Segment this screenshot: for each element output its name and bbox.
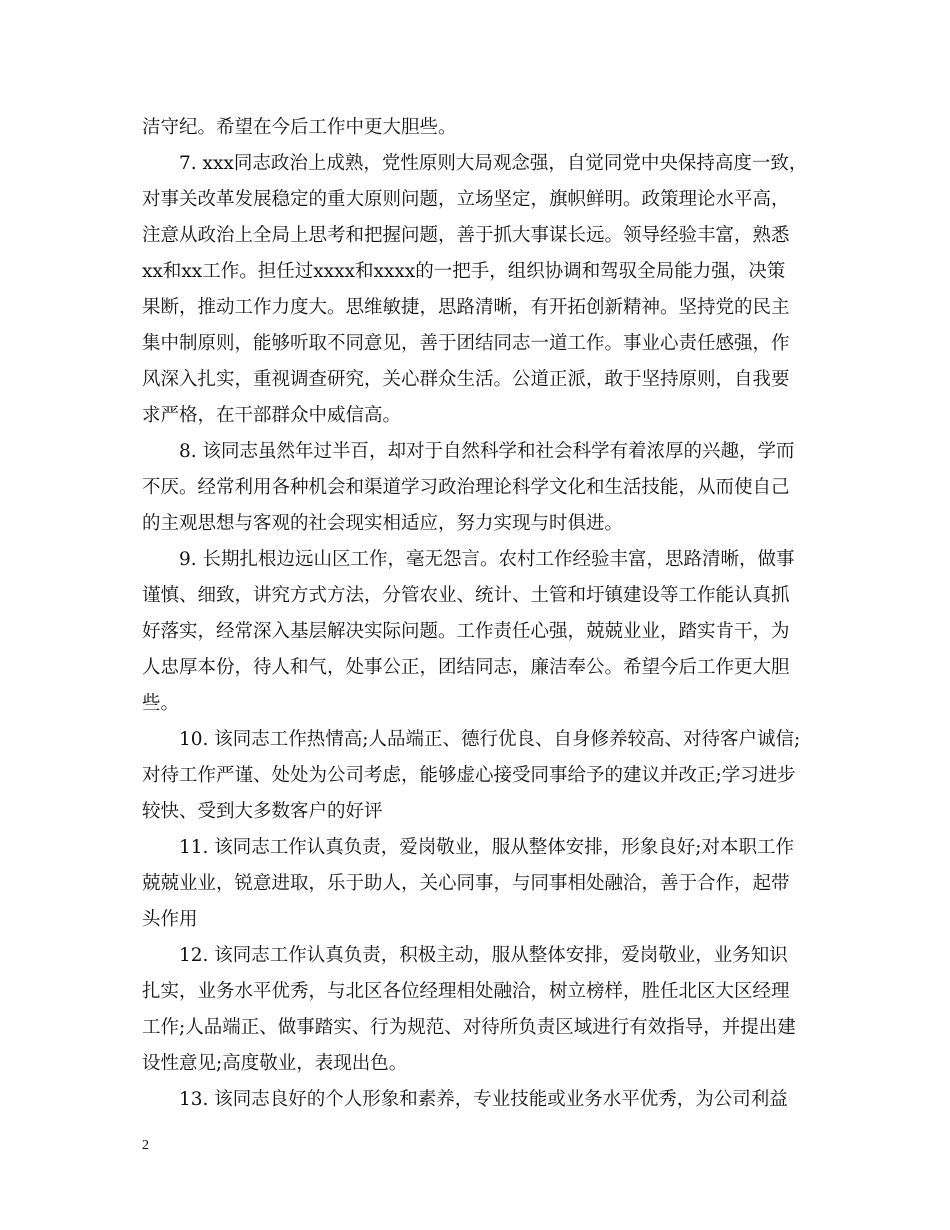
text-line: 11. 该同志工作认真负责，爱岗敬业，服从整体安排，形象良好;对本职工作 [142,837,795,858]
text-line: 果断，推动工作力度大。思维敏捷，思路清晰，有开拓创新精神。坚持党的民主 [142,297,790,318]
text-line: 头作用 [142,909,198,930]
text-line: 兢兢业业，锐意进取，乐于助人，关心同事，与同事相处融洽，善于合作，起带 [142,873,790,894]
text-line: 注意从政治上全局上思考和把握问题，善于抓大事谋长远。领导经验丰富，熟悉 [142,225,790,246]
text-line: 7. xxx同志政治上成熟，党性原则大局观念强，自觉同党中央保持高度一致， [142,153,808,174]
text-line: 人忠厚本份，待人和气，处事公正，团结同志，廉洁奉公。希望今后工作更大胆 [142,657,790,678]
text-line: 9. 长期扎根边远山区工作，毫无怨言。农村工作经验丰富，思路清晰，做事 [142,549,795,570]
text-line: 扎实，业务水平优秀，与北区各位经理相处融洽，树立榜样，胜任北区大区经理 [142,981,790,1002]
text-line: xx和xx工作。担任过xxxx和xxxx的一把手，组织协调和驾驭全局能力强，决策 [142,261,786,282]
text-line: 对待工作严谨、处处为公司考虑，能够虚心接受同事给予的建议并改正;学习进步 [142,765,796,786]
text-line: 不厌。经常利用各种机会和渠道学习政治理论科学文化和生活技能，从而使自己 [142,477,790,498]
text-line: 些。 [142,693,180,714]
text-line: 洁守纪。希望在今后工作中更大胆些。 [142,117,457,138]
text-line: 对事关改革发展稳定的重大原则问题，立场坚定，旗帜鲜明。政策理论水平高， [142,189,790,210]
text-line: 谨慎、细致，讲究方式方法，分管农业、统计、土管和圩镇建设等工作能认真抓 [142,585,790,606]
text-line: 集中制原则，能够听取不同意见，善于团结同志一道工作。事业心责任感强，作 [142,333,790,354]
text-line: 工作;人品端正、做事踏实、行为规范、对待所负责区域进行有效指导，并提出建 [142,1017,796,1038]
text-line: 8. 该同志虽然年过半百，却对于自然科学和社会科学有着浓厚的兴趣，学而 [142,441,795,462]
text-line: 好落实，经常深入基层解决实际问题。工作责任心强，兢兢业业，踏实肯干，为 [142,621,790,642]
text-line: 较快、受到大多数客户的好评 [142,801,383,822]
page-number: 2 [142,1138,149,1153]
text-line: 13. 该同志良好的个人形象和素养，专业技能或业务水平优秀，为公司利益 [142,1089,788,1110]
text-line: 求严格，在干部群众中威信高。 [142,405,402,426]
text-line: 风深入扎实，重视调查研究，关心群众生活。公道正派，敢于坚持原则，自我要 [142,369,790,390]
text-line: 的主观思想与客观的社会现实相适应，努力实现与时俱进。 [142,513,624,534]
text-line: 12. 该同志工作认真负责，积极主动，服从整体安排，爱岗敬业，业务知识 [142,945,788,966]
text-line: 设性意见;高度敬业，表现出色。 [142,1053,408,1074]
text-line: 10. 该同志工作热情高;人品端正、德行优良、自身修养较高、对待客户诚信; [142,729,801,750]
